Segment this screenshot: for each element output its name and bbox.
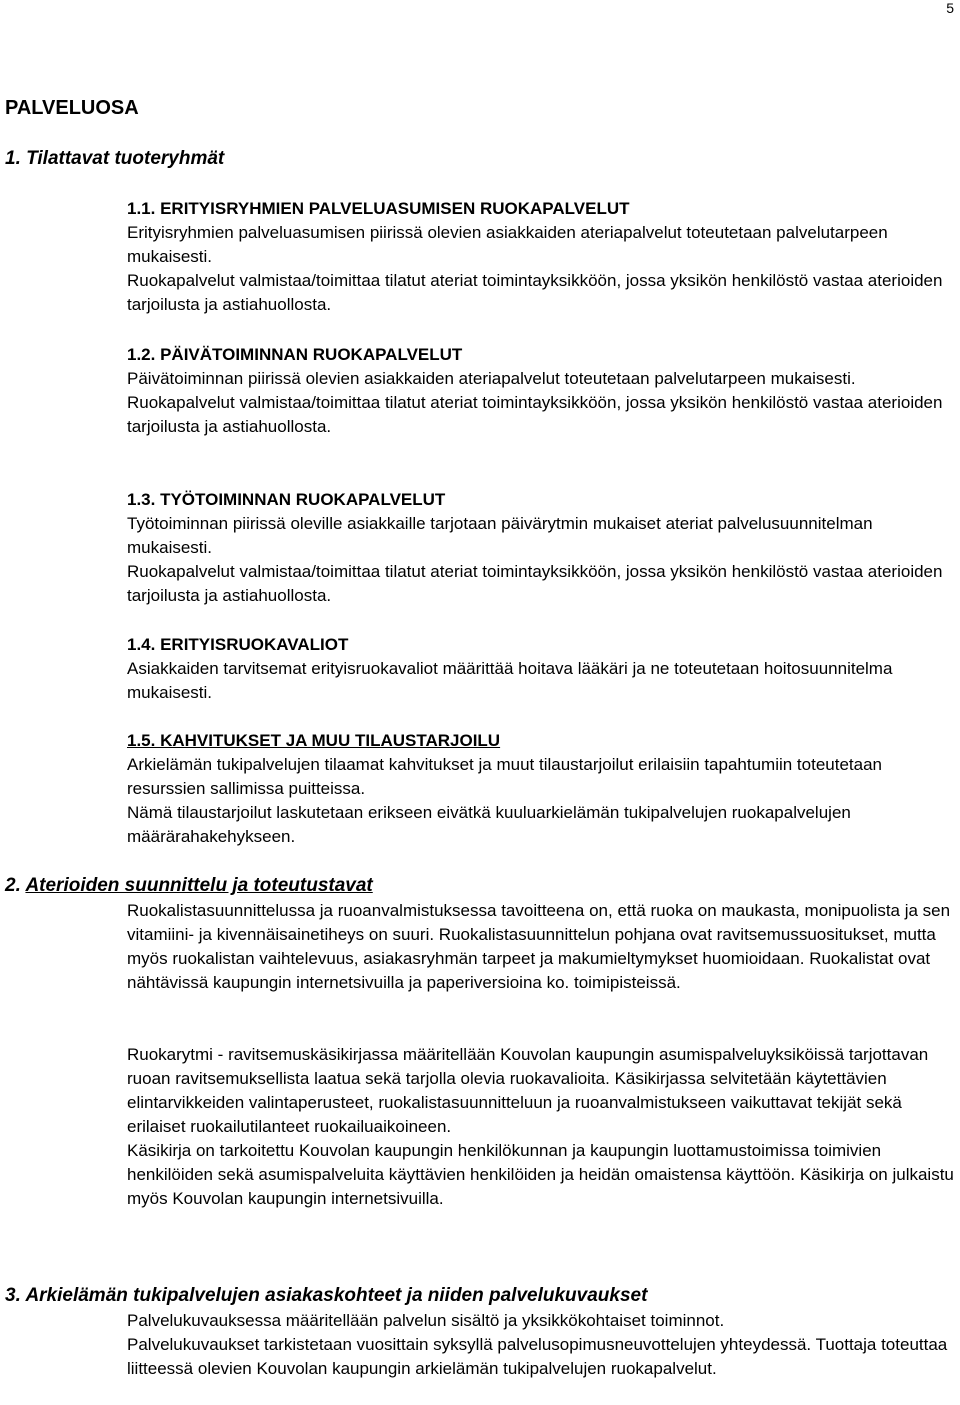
section-title: Arkielämän tukipalvelujen asiakaskohteet ja niiden palvelukuvaukset [25, 1285, 648, 1306]
section-number: 3. [5, 1285, 21, 1306]
subsection-title: 1.1. ERITYISRYHMIEN PALVELUASUMISEN RUOKAPALVELUT [127, 199, 630, 218]
section-2-body-2 [127, 1043, 957, 1211]
subsection-title: 1.3. TYÖTOIMINNAN RUOKAPALVELUT [127, 490, 446, 509]
paragraph: Palvelukuvaukset tarkistetaan vuosittain syksyllä palvelusopimusneuvottelujen yhteydessä. Tuottaja toteuttaa liitteessä olevien Kouvolan kaupungin arkielämän tukipalvelujen ruokapalvelut. [127, 1335, 948, 1378]
subsection-title: 1.5. KAHVITUKSET JA MUU TILAUSTARJOILU [127, 731, 501, 750]
document-title: PALVELUOSA [5, 97, 139, 119]
paragraph: Työtoiminnan piirissä oleville asiakkaille tarjotaan päivärytmin mukaiset ateriat palvelusuunnitelman mukaisesti. [127, 514, 873, 557]
section-title: Aterioiden suunnittelu ja toteutustavat [25, 875, 373, 896]
subsection-1-3 [127, 488, 957, 608]
paragraph: Asiakkaiden tarvitsemat erityisruokavaliot määrittää hoitava lääkäri ja ne toteutetaan hoitosuunnitelma mukaisesti. [127, 659, 893, 702]
paragraph: Ruokapalvelut valmistaa/toimittaa tilatut ateriat toimintayksikköön, jossa yksikön henkilöstö vastaa aterioiden tarjoilusta ja astiahuollosta. [127, 562, 943, 605]
paragraph: Ruokapalvelut valmistaa/toimittaa tilatut ateriat toimintayksikköön, jossa yksikön henkilöstö vastaa aterioiden tarjoilusta ja astiahuollosta. [127, 393, 943, 436]
subsection-1-4 [127, 633, 957, 705]
subsection-title: 1.2. PÄIVÄTOIMINNAN RUOKAPALVELUT [127, 345, 463, 364]
subsection-title: 1.4. ERITYISRUOKAVALIOT [127, 635, 349, 654]
paragraph: Käsikirja on tarkoitettu Kouvolan kaupungin henkilökunnan ja kaupungin luottamustoimissa toimivien henkilöiden sekä asumispalveluita käyttävien henkilöiden ja heidän omaistensa käyttöön. Käsikirja on julkaistu myös Kouvolan kaupungin internetsivuilla. [127, 1141, 954, 1208]
subsection-1-2 [127, 343, 957, 439]
section-2-body [127, 899, 957, 995]
paragraph: Ruokapalvelut valmistaa/toimittaa tilatut ateriat toimintayksikköön, jossa yksikön henkilöstö vastaa aterioiden tarjoilusta ja astiahuollosta. [127, 271, 943, 314]
subsection-1-1 [127, 197, 957, 317]
paragraph: Nämä tilaustarjoilut laskutetaan erikseen eivätkä kuuluarkielämän tukipalvelujen ruokapalvelujen määrärahakehykseen. [127, 803, 851, 846]
section-number: 2. [5, 875, 21, 896]
paragraph: Palvelukuvauksessa määritellään palvelun sisältö ja yksikkökohtaiset toiminnot. [127, 1311, 725, 1330]
paragraph: Ruokalistasuunnittelussa ja ruoanvalmistuksessa tavoitteena on, että ruoka on maukasta, monipuolista ja sen vitamiini- ja kivennäisainetiheys on suuri. Ruokalistasuunnittelun pohjana ovat ravitsemussuositukset, mutta myös ruokalistan vaihtelevuus, asiakasryhmän tarpeet ja makumieltymykset huomioidaan. Ruokalistat ovat nähtävissä kaupungin internetsivuilla ja paperiversioina ko. toimipisteissä. [127, 901, 951, 992]
subsection-1-5 [127, 729, 957, 849]
paragraph: Päivätoiminnan piirissä olevien asiakkaiden ateriapalvelut toteutetaan palvelutarpeen mukaisesti. [127, 369, 856, 388]
paragraph: Ruokarytmi - ravitsemuskäsikirjassa määritellään Kouvolan kaupungin asumispalveluyksiköissä tarjottavan ruoan ravitsemuksellista laatua sekä tarjolla olevia ruokavalioita. Käsikirjassa selvitetään käytettävien elintarvikkeiden valintaperusteet, ruokalistasuunnitteluun ja ruoanvalmistukseen vaikuttavat tekijät sekä erilaiset ruokailutilanteet ruokailuaikoineen. [127, 1045, 929, 1136]
section-1-heading: 1. Tilattavat tuoteryhmät [5, 148, 225, 169]
section-2-heading [5, 874, 373, 898]
paragraph: Arkielämän tukipalvelujen tilaamat kahvitukset ja muut tilaustarjoilut erilaisiin tapahtumiin toteutetaan resurssien sallimissa puitteissa. [127, 755, 883, 798]
page-number: 5 [946, 0, 954, 16]
section-3-heading [5, 1284, 647, 1308]
paragraph: Erityisryhmien palveluasumisen piirissä olevien asiakkaiden ateriapalvelut toteutetaan palvelutarpeen mukaisesti. [127, 223, 888, 266]
section-3-body [127, 1309, 957, 1381]
